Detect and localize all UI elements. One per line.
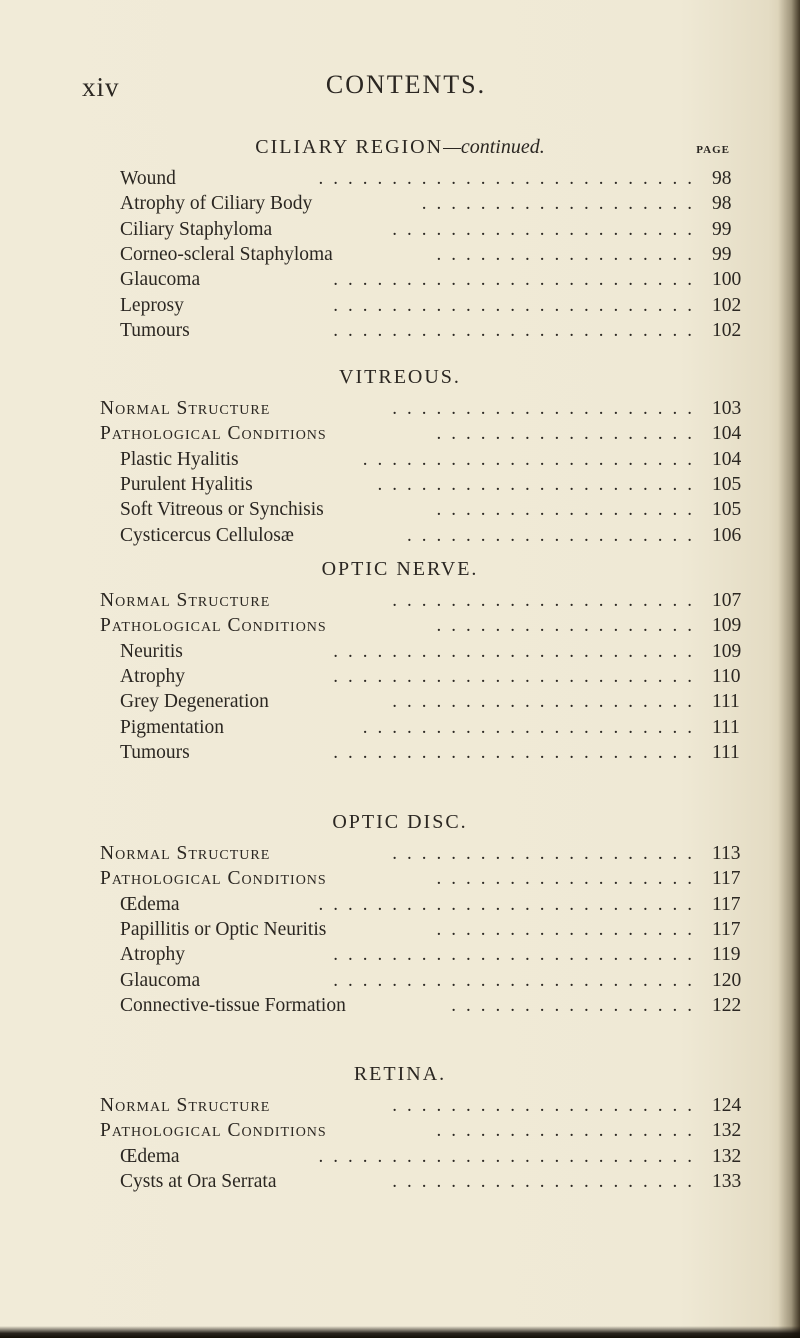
dot-leader: .........................	[333, 741, 702, 763]
toc-entry-page: 132	[712, 1120, 742, 1142]
toc-entry	[0, 689, 800, 715]
section-title: OPTIC NERVE.	[321, 558, 479, 580]
dot-leader: .....................	[392, 590, 702, 611]
dot-leader: .....................	[392, 691, 702, 713]
dot-leader: ..................	[436, 868, 702, 890]
dot-leader: ..................	[436, 243, 702, 265]
toc-entry-label: Normal Structure	[100, 398, 271, 419]
toc-entry-page: 107	[712, 590, 742, 611]
toc-entry-label: Normal Structure	[100, 843, 271, 864]
toc-entry-page: 99	[712, 243, 732, 265]
toc-entry-page: 120	[712, 969, 742, 991]
section-title: CILIARY REGION	[255, 136, 444, 158]
toc-entry	[0, 396, 800, 422]
section-heading	[0, 811, 800, 834]
toc-entry	[0, 588, 800, 614]
page-column-label: PAGE	[696, 144, 730, 156]
dot-leader: .....................	[392, 1170, 702, 1192]
toc-entry-label: Soft Vitreous or Synchisis	[120, 499, 324, 521]
page-number: xiv	[82, 72, 120, 102]
toc-entry-label: Pathological Conditions	[100, 868, 327, 890]
toc-entry	[0, 447, 800, 473]
toc-entry-page: 110	[712, 665, 741, 687]
toc-entry-label: Grey Degeneration	[120, 691, 269, 713]
toc-entry	[0, 267, 800, 293]
toc-entry-label: Pathological Conditions	[100, 615, 327, 637]
toc-entry	[0, 293, 800, 319]
toc-entry-page: 102	[712, 319, 742, 341]
dot-leader: .......................	[362, 716, 702, 738]
toc-entry-label: Œdema	[120, 1145, 180, 1167]
page-edge-shadow	[778, 0, 800, 1338]
toc-entry-label: Cysticercus Cellulosæ	[120, 524, 294, 546]
dot-leader: ..........................	[318, 1145, 702, 1167]
dot-leader: .........................	[333, 269, 702, 291]
dot-leader: .....................	[392, 1095, 702, 1116]
toc-entry-page: 102	[712, 294, 742, 316]
toc-entry	[0, 1144, 800, 1170]
dot-leader: .........................	[333, 294, 702, 316]
section-heading	[0, 136, 800, 159]
toc-entry-label: Tumours	[120, 741, 190, 763]
toc-entry	[0, 191, 800, 217]
toc-entry-label: Œdema	[120, 893, 180, 915]
toc-entry	[0, 715, 800, 741]
toc-entry	[0, 740, 800, 766]
section-title: RETINA.	[353, 1063, 447, 1085]
toc-entry-page: 111	[712, 691, 740, 713]
dot-leader: ......................	[377, 473, 702, 495]
toc-entry	[0, 421, 800, 447]
toc-entry	[0, 497, 800, 523]
toc-entry-label: Normal Structure	[100, 1095, 271, 1116]
section-title-suffix: —continued.	[443, 136, 545, 158]
toc-entry-page: 117	[712, 918, 741, 940]
toc-entry-page: 106	[712, 524, 742, 546]
section-title: VITREOUS.	[339, 366, 461, 388]
page-bottom-shadow	[0, 1326, 800, 1338]
dot-leader: .......................	[362, 448, 702, 470]
dot-leader: ..................	[436, 499, 702, 521]
dot-leader: ...................	[421, 193, 702, 215]
dot-leader: .....................	[392, 843, 702, 864]
toc-entry	[0, 242, 800, 268]
toc-entry-page: 113	[712, 843, 741, 864]
toc-entry-page: 99	[712, 218, 732, 240]
toc-entry	[0, 166, 800, 192]
dot-leader: .....................	[392, 218, 702, 240]
section-heading	[0, 558, 800, 581]
toc-entry-page: 100	[712, 269, 742, 291]
toc-entry-label: Papillitis or Optic Neuritis	[120, 918, 327, 940]
dot-leader: ..................	[436, 423, 702, 445]
toc-entry	[0, 917, 800, 943]
toc-entry	[0, 892, 800, 918]
toc-entry-page: 104	[712, 423, 742, 445]
toc-entry-label: Cysts at Ora Serrata	[120, 1170, 277, 1192]
toc-entry-page: 111	[712, 741, 740, 763]
section-heading	[0, 1063, 800, 1086]
toc-entry-page: 119	[712, 944, 741, 966]
toc-entry-page: 117	[712, 868, 741, 890]
toc-entry-label: Connective-tissue Formation	[120, 994, 346, 1016]
dot-leader: .................	[451, 994, 702, 1016]
toc-entry	[0, 993, 800, 1019]
dot-leader: ..................	[436, 918, 702, 940]
toc-entry-page: 104	[712, 448, 742, 470]
toc-entry-label: Pigmentation	[120, 716, 224, 738]
toc-entry-label: Glaucoma	[120, 969, 201, 991]
running-head: CONTENTS.	[325, 70, 487, 99]
dot-leader: .........................	[333, 944, 702, 966]
toc-entry-label: Atrophy	[120, 665, 185, 687]
toc-entry-page: 122	[712, 994, 742, 1016]
toc-entry-label: Corneo-scleral Staphyloma	[120, 243, 333, 265]
dot-leader: ....................	[407, 524, 702, 546]
dot-leader: .........................	[333, 319, 702, 341]
toc-entry	[0, 1093, 800, 1119]
toc-entry-page: 124	[712, 1095, 742, 1116]
dot-leader: ..........................	[318, 168, 702, 189]
toc-entry-page: 98	[712, 193, 732, 215]
toc-entry-page: 109	[712, 640, 742, 662]
toc-entry	[0, 942, 800, 968]
toc-entry-label: Wound	[120, 168, 176, 189]
section-title: OPTIC DISC.	[332, 811, 468, 833]
dot-leader: ..................	[436, 615, 702, 637]
toc-entry-page: 103	[712, 398, 742, 419]
toc-entry-label: Pathological Conditions	[100, 423, 327, 445]
toc-entry	[0, 217, 800, 243]
toc-entry	[0, 866, 800, 892]
dot-leader: .....................	[392, 398, 702, 419]
toc-entry	[0, 1118, 800, 1144]
toc-entry	[0, 639, 800, 665]
toc-entry-page: 98	[712, 168, 732, 189]
toc-entry-label: Normal Structure	[100, 590, 271, 611]
dot-leader: .........................	[333, 665, 702, 687]
toc-entry-label: Tumours	[120, 319, 190, 341]
toc-entry-label: Plastic Hyalitis	[120, 448, 239, 470]
toc-entry	[0, 664, 800, 690]
toc-entry-page: 105	[712, 473, 742, 495]
toc-entry-page: 133	[712, 1170, 742, 1192]
dot-leader: ..........................	[318, 893, 702, 915]
toc-entry	[0, 523, 800, 549]
toc-entry-label: Purulent Hyalitis	[120, 473, 253, 495]
toc-entry	[0, 472, 800, 498]
toc-entry-label: Atrophy	[120, 944, 185, 966]
toc-entry-label: Glaucoma	[120, 269, 201, 291]
toc-entry-page: 109	[712, 615, 742, 637]
toc-entry-page: 105	[712, 499, 742, 521]
toc-entry	[0, 318, 800, 344]
toc-entry-page: 117	[712, 893, 741, 915]
toc-entry-label: Neuritis	[120, 640, 183, 662]
toc-entry-label: Ciliary Staphyloma	[120, 218, 273, 240]
toc-entry-label: Pathological Conditions	[100, 1120, 327, 1142]
toc-entry-label: Atrophy of Ciliary Body	[120, 193, 313, 215]
dot-leader: ..................	[436, 1120, 702, 1142]
toc-entry	[0, 1169, 800, 1195]
section-heading	[0, 366, 800, 389]
toc-entry-page: 111	[712, 716, 740, 738]
dot-leader: .........................	[333, 969, 702, 991]
dot-leader: .........................	[333, 640, 702, 662]
toc-entry-page: 132	[712, 1145, 742, 1167]
toc-entry	[0, 968, 800, 994]
toc-entry-label: Leprosy	[120, 294, 184, 316]
toc-entry	[0, 841, 800, 867]
toc-entry	[0, 613, 800, 639]
